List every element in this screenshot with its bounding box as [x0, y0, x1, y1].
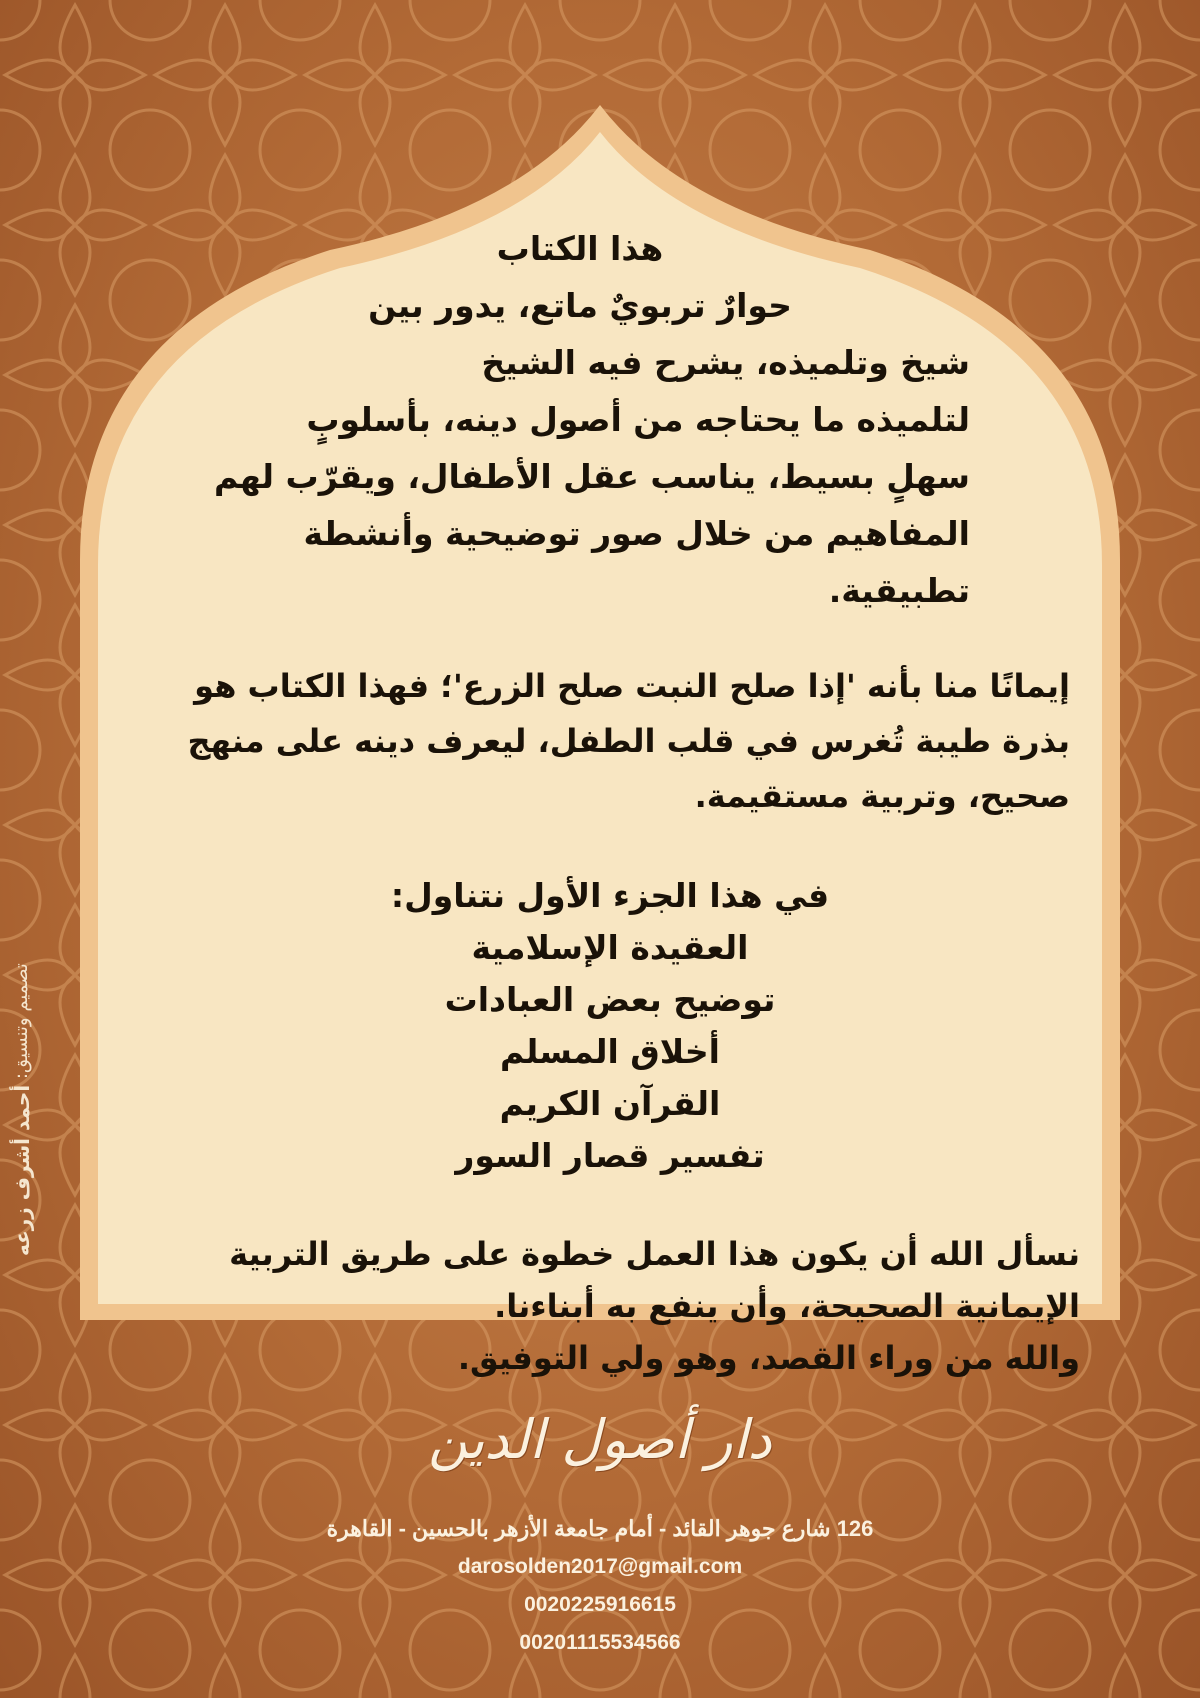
- closing-paragraph: [130, 1228, 1090, 1384]
- belief-line: إيمانًا منا بأنه 'إذا صلح النبت صلح الزرع'؛ فهذا الكتاب هو: [194, 667, 1070, 705]
- intro-title: هذا الكتاب: [496, 229, 664, 268]
- publisher-phone: 0020225916615: [524, 1593, 676, 1616]
- topic-item: العقيدة الإسلامية: [471, 928, 749, 967]
- closing-line: الإيمانية الصحيحة، وأن ينفع به أبناءنا.: [494, 1287, 1080, 1325]
- publisher-phone: 00201115534566: [519, 1631, 681, 1654]
- topics-heading: في هذا الجزء الأول نتناول:: [390, 876, 830, 915]
- topic-item: القرآن الكريم: [499, 1084, 721, 1123]
- belief-line: صحيح، وتربية مستقيمة.: [694, 777, 1070, 815]
- intro-line: حوارٌ تربويٌ ماتع، يدور بين: [368, 286, 792, 325]
- design-credit-label: تصميم وتنسيق:: [11, 963, 32, 1080]
- topic-item: أخلاق المسلم: [500, 1032, 720, 1071]
- publisher-email: darosolden2017@gmail.com: [457, 1555, 743, 1578]
- topic-item: توضيح بعض العبادات: [444, 980, 776, 1019]
- publisher-logo-text: دار أصول الدين: [428, 1408, 772, 1471]
- book-description: [130, 220, 1090, 1384]
- closing-line: نسأل الله أن يكون هذا العمل خطوة على طريق التربية: [229, 1235, 1080, 1273]
- belief-line: بذرة طيبة تُغرس في قلب الطفل، ليعرف دينه على منهج: [187, 722, 1070, 760]
- publisher-logo: [300, 1390, 900, 1510]
- closing-line: والله من وراء القصد، وهو ولي التوفيق.: [457, 1339, 1080, 1377]
- intro-paragraph: [130, 220, 1090, 619]
- intro-line: تطبيقية.: [828, 571, 970, 610]
- topic-item: تفسير قصار السور: [455, 1136, 765, 1175]
- intro-line: لتلميذه ما يحتاجه من أصول دينه، بأسلوبٍ: [306, 400, 970, 439]
- topics-list: [130, 922, 1090, 1182]
- intro-line: شيخ وتلميذه، يشرح فيه الشيخ: [481, 343, 970, 382]
- design-credit: [10, 900, 50, 1320]
- intro-line: المفاهيم من خلال صور توضيحية وأنشطة: [303, 514, 970, 553]
- designer-name: أحمد أشرف زرعه: [10, 1085, 34, 1257]
- publisher-address: 126 شارع جوهر القائد - أمام جامعة الأزهر بالحسين - القاهرة: [326, 1516, 874, 1541]
- belief-paragraph: [130, 659, 1090, 824]
- intro-line: سهلٍ بسيط، يناسب عقل الأطفال، ويقرّب لهم: [213, 457, 970, 496]
- topics-section: [130, 870, 1090, 1182]
- contact-info: [200, 1510, 1000, 1662]
